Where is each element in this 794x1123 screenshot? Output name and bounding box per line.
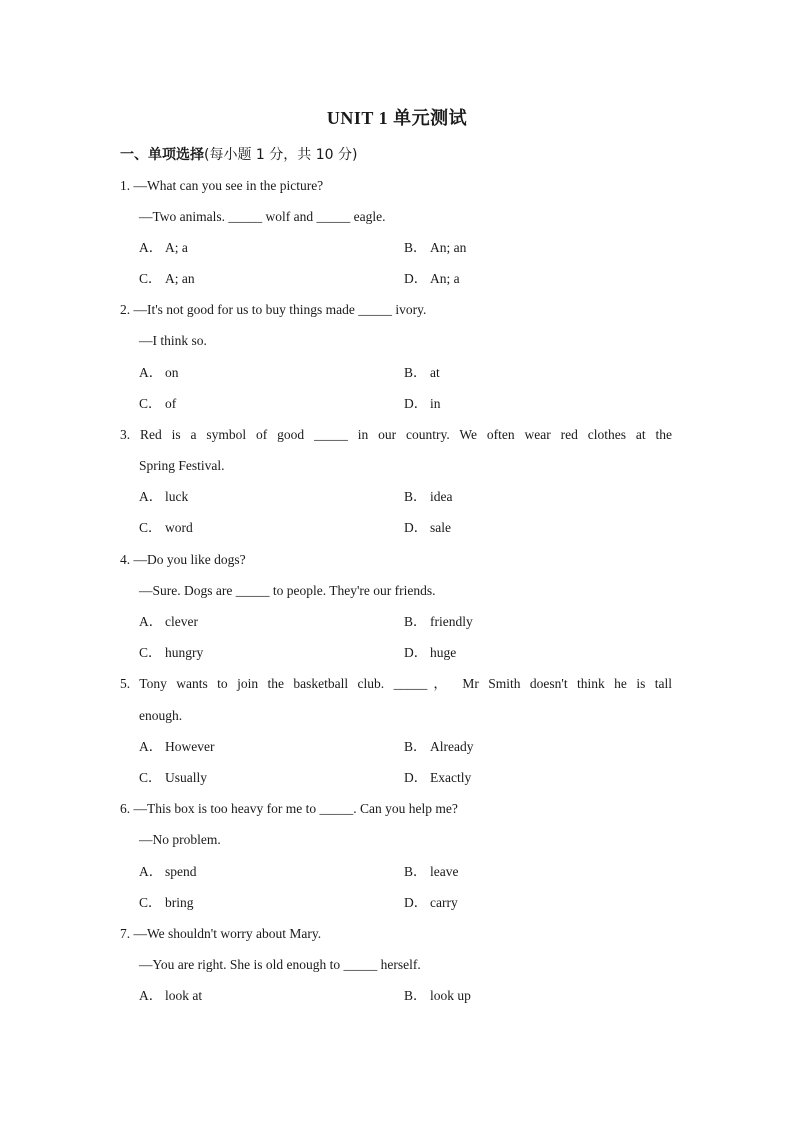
option-text: Exactly <box>430 770 472 785</box>
option-letter: D． <box>404 895 428 910</box>
option-b[interactable] <box>404 989 471 1003</box>
option-letter: C． <box>139 271 162 286</box>
option-text: on <box>165 365 179 380</box>
option-text: hungry <box>165 645 204 660</box>
question-line: Spring Festival. <box>139 458 225 473</box>
option-letter: B． <box>404 365 427 380</box>
section-heading <box>120 144 357 164</box>
option-text: An; an <box>430 240 467 255</box>
option-text: spend <box>165 864 197 879</box>
option-letter: A． <box>139 489 163 504</box>
option-text: idea <box>430 489 453 504</box>
option-c[interactable] <box>139 646 203 660</box>
question-stem: 5. Tony wants to join the basketball club. _____， Mr Smith doesn't think he is tall <box>120 676 672 691</box>
page-title: UNIT 1 单元测试 <box>326 108 468 128</box>
option-b[interactable] <box>404 615 473 629</box>
option-c[interactable] <box>139 397 176 411</box>
option-text: look at <box>165 988 203 1003</box>
option-b[interactable] <box>404 865 458 879</box>
option-text: Already <box>430 739 474 754</box>
option-text: An; a <box>430 271 460 286</box>
option-text: sale <box>430 520 451 535</box>
option-text: in <box>430 396 441 411</box>
option-a[interactable] <box>139 241 188 255</box>
question-stem: 3. Red is a symbol of good _____ in our country. We often wear red clothes at the <box>120 427 672 442</box>
section-label: 一、单项选择 <box>120 147 204 163</box>
option-letter: A． <box>139 988 163 1003</box>
option-text: A; an <box>165 271 195 286</box>
question-line: —I think so. <box>139 333 207 348</box>
option-text: at <box>430 365 440 380</box>
option-a[interactable] <box>139 490 188 504</box>
option-c[interactable] <box>139 272 195 286</box>
option-letter: C． <box>139 396 162 411</box>
option-letter: C． <box>139 895 162 910</box>
question-stem: 6. —This box is too heavy for me to _____. Can you help me? <box>120 801 458 816</box>
question-line: —Two animals. _____ wolf and _____ eagle. <box>139 209 386 224</box>
option-b[interactable] <box>404 241 466 255</box>
option-letter: B． <box>404 614 427 629</box>
option-a[interactable] <box>139 366 179 380</box>
option-letter: D． <box>404 645 428 660</box>
option-text: leave <box>430 864 459 879</box>
option-a[interactable] <box>139 740 214 754</box>
option-text: A; a <box>165 240 188 255</box>
option-letter: C． <box>139 645 162 660</box>
option-letter: D． <box>404 271 428 286</box>
section-detail: (每小题 1 分，共 10 分) <box>204 147 358 163</box>
option-letter: C． <box>139 770 162 785</box>
option-text: luck <box>165 489 189 504</box>
option-letter: B． <box>404 864 427 879</box>
option-a[interactable] <box>139 989 202 1003</box>
option-letter: B． <box>404 240 427 255</box>
option-text: However <box>165 739 215 754</box>
question-line: enough. <box>139 708 183 723</box>
option-text: clever <box>165 614 198 629</box>
option-b[interactable] <box>404 490 453 504</box>
option-d[interactable] <box>404 771 471 785</box>
option-d[interactable] <box>404 397 441 411</box>
option-text: look up <box>430 988 471 1003</box>
option-a[interactable] <box>139 615 198 629</box>
option-letter: B． <box>404 739 427 754</box>
question-line: —No problem. <box>139 832 221 847</box>
option-letter: B． <box>404 988 427 1003</box>
option-letter: A． <box>139 864 163 879</box>
option-text: Usually <box>165 770 207 785</box>
option-letter: B． <box>404 489 427 504</box>
option-text: bring <box>165 895 194 910</box>
question-line: —You are right. She is old enough to _____ herself. <box>139 957 421 972</box>
option-letter: A． <box>139 365 163 380</box>
option-letter: A． <box>139 739 163 754</box>
option-c[interactable] <box>139 771 207 785</box>
option-letter: D． <box>404 520 428 535</box>
option-letter: A． <box>139 614 163 629</box>
option-c[interactable] <box>139 521 193 535</box>
option-letter: D． <box>404 396 428 411</box>
question-stem: 4. —Do you like dogs? <box>120 552 246 567</box>
question-stem: 7. —We shouldn't worry about Mary. <box>120 926 322 941</box>
option-text: friendly <box>430 614 473 629</box>
option-letter: C． <box>139 520 162 535</box>
option-text: of <box>165 396 177 411</box>
option-b[interactable] <box>404 366 440 380</box>
question-stem: 2. —It's not good for us to buy things made _____ ivory. <box>120 302 427 317</box>
option-c[interactable] <box>139 896 194 910</box>
option-a[interactable] <box>139 865 197 879</box>
option-d[interactable] <box>404 521 451 535</box>
option-b[interactable] <box>404 740 473 754</box>
question-stem: 1. —What can you see in the picture? <box>120 178 324 193</box>
option-text: huge <box>430 645 457 660</box>
question-line: —Sure. Dogs are _____ to people. They're our friends. <box>139 583 436 598</box>
option-text: word <box>165 520 193 535</box>
option-d[interactable] <box>404 646 456 660</box>
option-text: carry <box>430 895 458 910</box>
option-d[interactable] <box>404 272 460 286</box>
option-letter: D． <box>404 770 428 785</box>
option-letter: A． <box>139 240 163 255</box>
option-d[interactable] <box>404 896 458 910</box>
